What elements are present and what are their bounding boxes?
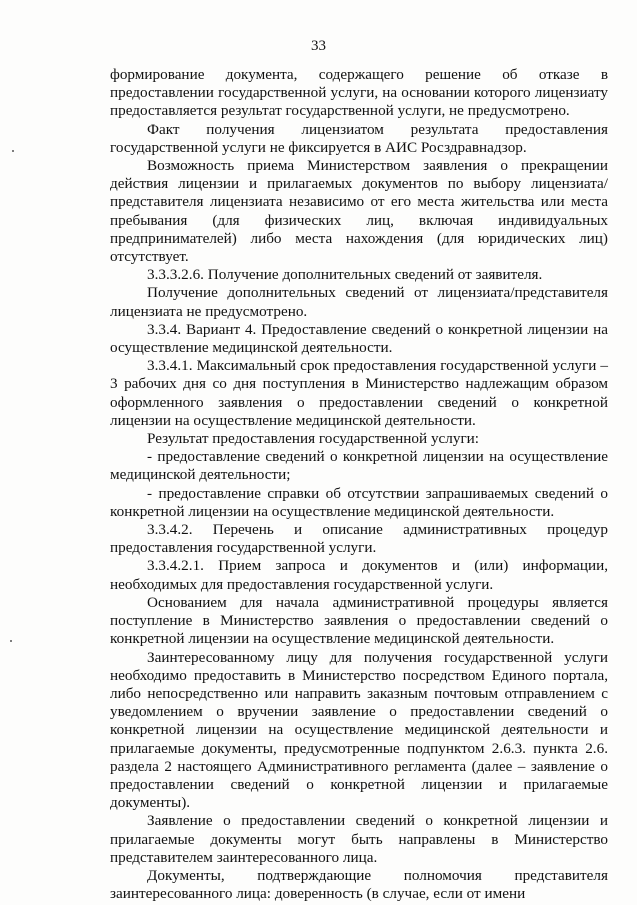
- scan-speck: [12, 150, 14, 152]
- paragraph: 3.3.4. Вариант 4. Предоставление сведений о конкретной лицензии на осуществление медицинской деятельности.: [110, 320, 608, 357]
- paragraph: Заинтересованному лицу для получения государственной услуги необходимо предоставить в Министерство посредством Единого портала, либо непосредственно или направить заказным почтовым отправлением с уведомлением о вручении заявление о предоставлении сведений о конкретной лицензии на осуществление медицинской деятельности и прилагаемые документы, предусмотренные подпунктом 2.6.3. пункта 2.6. раздела 2 настоящего Административного регламента (далее – заявление о предоставлении сведений о конкретной лицензии и прилагаемые документы).: [110, 648, 608, 812]
- paragraph: формирование документа, содержащего решение об отказе в предоставлении государственной услуги, на основании которого лицензиату предоставляется результат государственной услуги, не предусмотрено.: [110, 66, 608, 120]
- paragraph: Факт получения лицензиатом результата предоставления государственной услуги не фиксируется в АИС Росздравнадзор.: [110, 120, 608, 156]
- paragraph: 3.3.3.2.6. Получение дополнительных сведений от заявителя.: [147, 266, 543, 284]
- paragraph: Основанием для начала административной процедуры является поступление в Министерство заявления о предоставлении сведений о конкретной лицензии на осуществление медицинской деятельности.: [110, 593, 608, 648]
- paragraph: 3.3.4.2. Перечень и описание административных процедур предоставления государственной услуги.: [110, 521, 608, 557]
- paragraph: Результат предоставления государственной услуги:: [147, 430, 480, 448]
- list-item: - предоставление сведений о конкретной лицензии на осуществление медицинской деятельности;: [110, 448, 608, 484]
- list-item: - предоставление справки об отсутствии запрашиваемых сведений о конкретной лицензии на осуществление медицинской деятельности.: [110, 484, 608, 520]
- paragraph: Заявление о предоставлении сведений о конкретной лицензии и прилагаемые документы могут быть направлены в Министерство представителем заинтересованного лица.: [110, 812, 608, 866]
- scan-speck: [10, 640, 12, 642]
- paragraph: Документы, подтверждающие полномочия представителя заинтересованного лица: доверенность (в случае, если от имени: [110, 866, 608, 903]
- page-number: 33: [311, 38, 326, 54]
- paragraph: 3.3.4.1. Максимальный срок предоставления государственной услуги – 3 рабочих дня со дня поступления в Министерство надлежащим образом оформленного заявления о предоставлении сведений о конкретной лицензии на осуществление медицинской деятельности.: [110, 357, 608, 429]
- paragraph: Получение дополнительных сведений от лицензиата/представителя лицензиата не предусмотрено.: [110, 284, 608, 320]
- paragraph: 3.3.4.2.1. Прием запроса и документов и (или) информации, необходимых для предоставления государственной услуги.: [110, 557, 608, 593]
- document-body: [110, 66, 608, 903]
- paragraph: Возможность приема Министерством заявления о прекращении действия лицензии и прилагаемых документов по выбору лицензиата/представителя лицензиата независимо от его места жительства или места пребывания (для физических лиц, включая индивидуальных предпринимателей) либо места нахождения (для юридических лиц) отсутствует.: [110, 157, 608, 266]
